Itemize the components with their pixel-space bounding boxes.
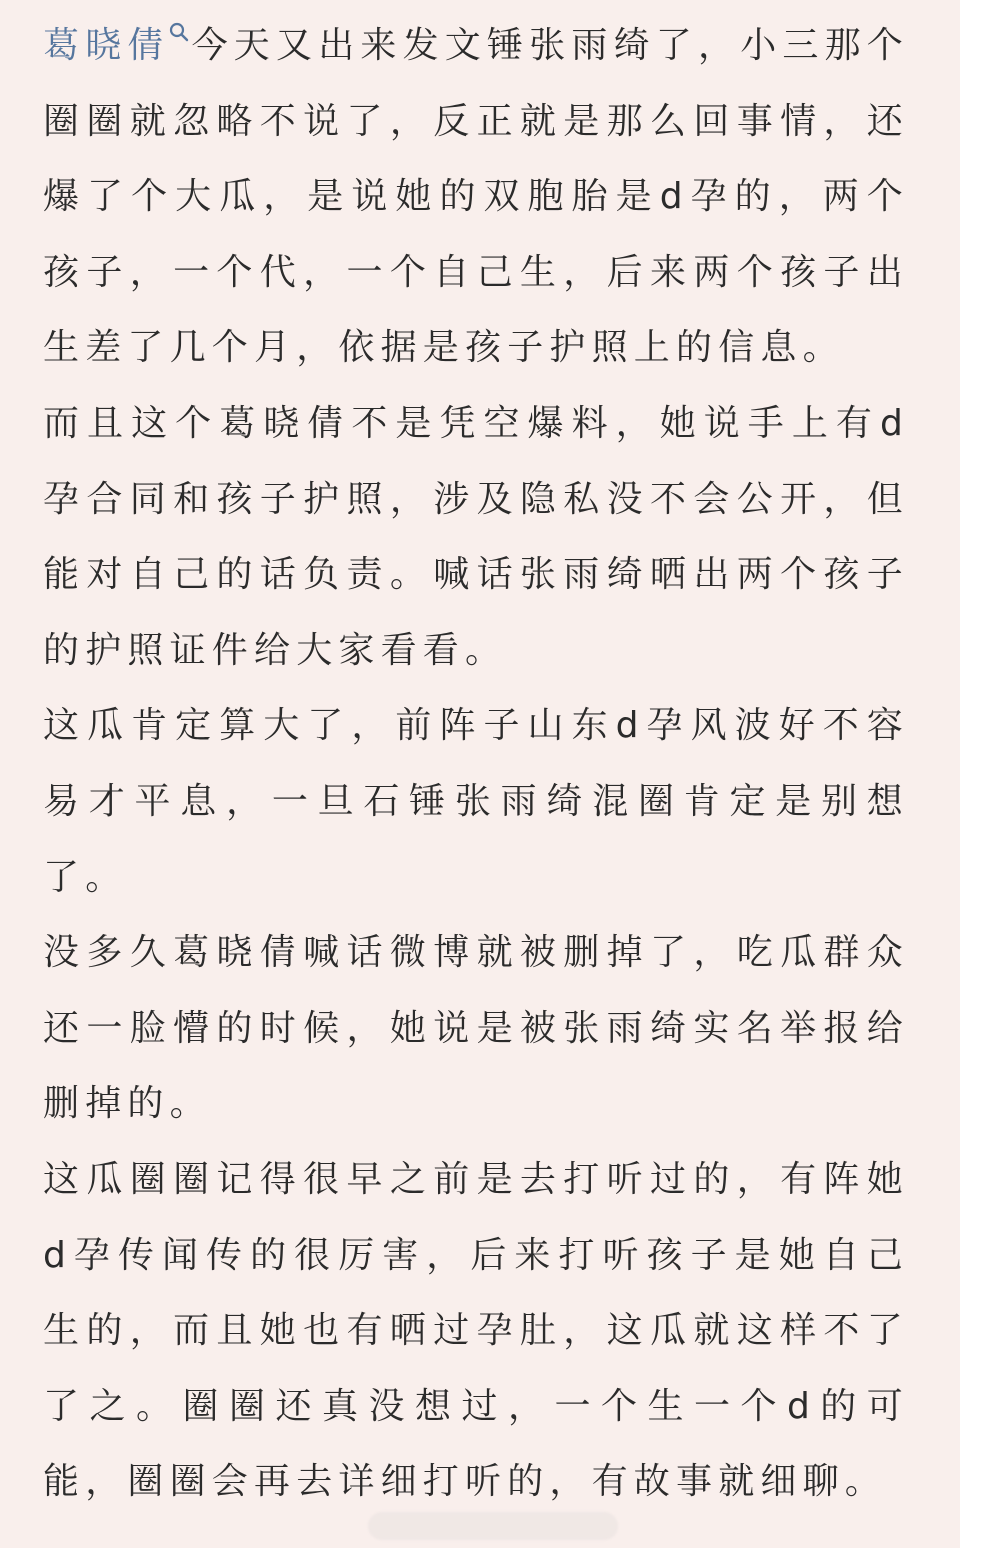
paragraph-3: 这瓜肯定算大了，前阵子山东d孕风波好不容易才平息，一旦石锤张雨绮混圈肯定是别想了。: [43, 705, 909, 898]
paragraph-4: 没多久葛晓倩喊话微博就被删掉了，吃瓜群众还一脸懵的时候，她说是被张雨绮实名举报给删掉的。: [43, 932, 909, 1125]
right-margin: [960, 0, 988, 1548]
search-icon[interactable]: [168, 0, 190, 16]
paragraph-5: 这瓜圈圈记得很早之前是去打听过的，有阵她d孕传闻传的很厉害，后来打听孩子是她自己生的，而且她也有晒过孕肚，这瓜就这样不了了之。圈圈还真没想过，一个生一个d的可能，圈圈会再去详细打听的，有故事就细聊。: [43, 1158, 909, 1503]
user-mention-link[interactable]: 葛晓倩: [43, 25, 170, 66]
paragraph-1: [43, 8, 909, 386]
watermark: [368, 1512, 618, 1540]
paragraph-1-text: 今天又出来发文锤张雨绮了，小三那个圈圈就忽略不说了，反正就是那么回事情，还爆了个大瓜，是说她的双胞胎是d孕的，两个孩子，一个代，一个自己生，后来两个孩子出生差了几个月，依据是孩子护照上的信息。: [43, 25, 910, 369]
paragraph-2: 而且这个葛晓倩不是凭空爆料，她说手上有d孕合同和孩子护照，涉及隐私没不会公开，但能对自己的话负责。喊话张雨绮晒出两个孩子的护照证件给大家看看。: [43, 402, 909, 671]
article-body: [43, 8, 909, 1520]
